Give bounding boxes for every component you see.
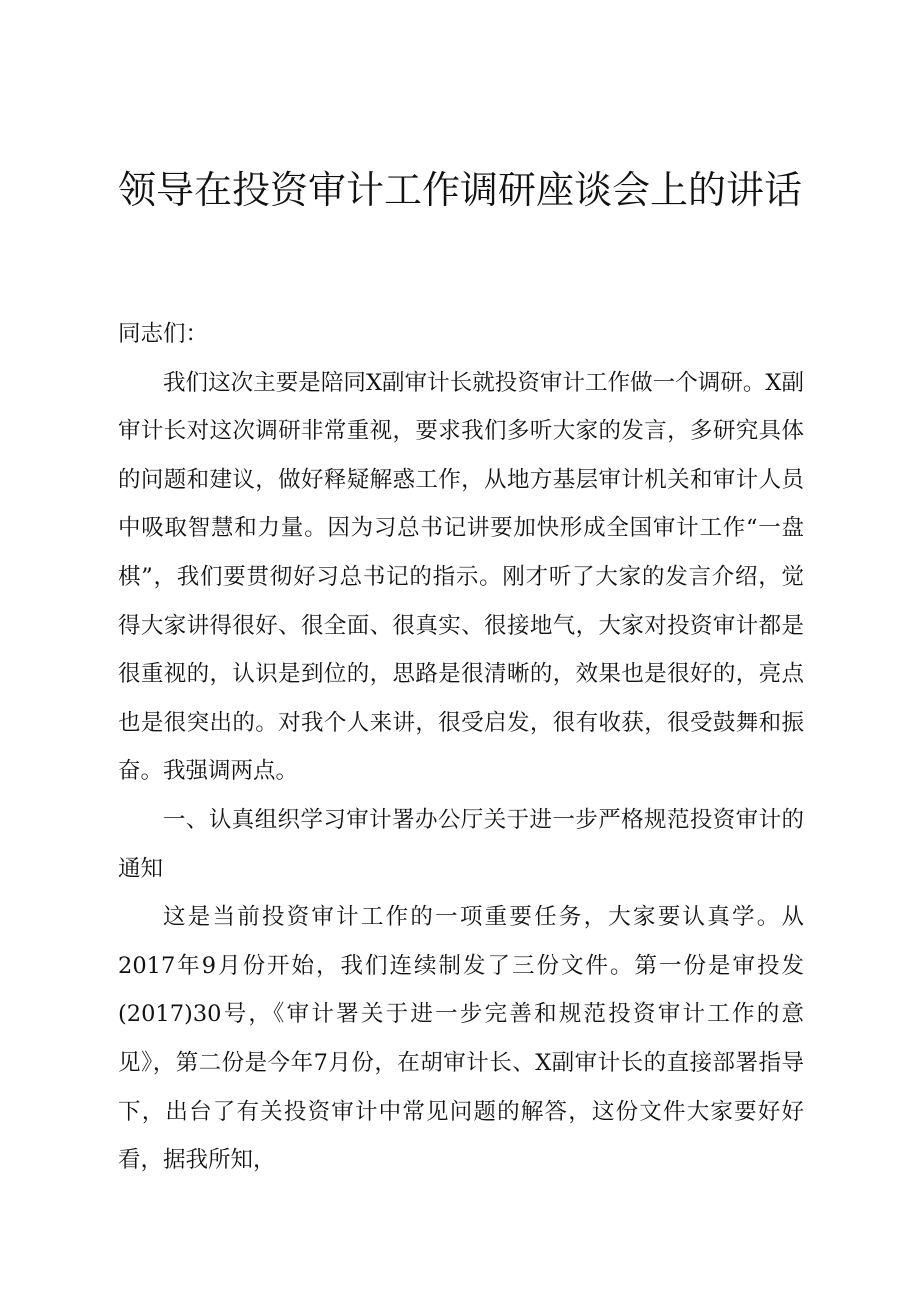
salutation: 同志们：: [118, 321, 209, 347]
paragraph-intro: 我们这次主要是陪同X副审计长就投资审计工作做一个调研。X副审计长对这次调研非常重视，要求我们多听大家的发言，多研究具体的问题和建议，做好释疑解惑工作，从地方基层审计机关和审计人员中吸取智慧和力量。因为习总书记讲要加快形成全国审计工作“一盘棋”，我们要贯彻好习总书记的指示。刚才听了大家的发言介绍，觉得大家讲得很好、很全面、很真实、很接地气，大家对投资审计都是很重视的，认识是到位的，思路是很清晰的，效果也是很好的，亮点也是很突出的。对我个人来讲，很受启发，很有收获，很受鼓舞和振奋。我强调两点。: [118, 369, 804, 785]
document-body: [118, 310, 804, 1185]
document-title: 领导在投资审计工作调研座谈会上的讲话: [118, 168, 803, 212]
section-heading-one: 一、认真组织学习审计署办公厅关于进一步严格规范投资审计的通知: [118, 806, 804, 882]
paragraph-section-one: 这是当前投资审计工作的一项重要任务，大家要认真学。从2017年9月份开始，我们连续制发了三份文件。第一份是审投发(2017)30号，《审计署关于进一步完善和规范投资审计工作的意见》，第二份是今年7月份，在胡审计长、X副审计长的直接部署指导下，出台了有关投资审计中常见问题的解答，这份文件大家要好好看，据我所知，: [118, 904, 804, 1174]
